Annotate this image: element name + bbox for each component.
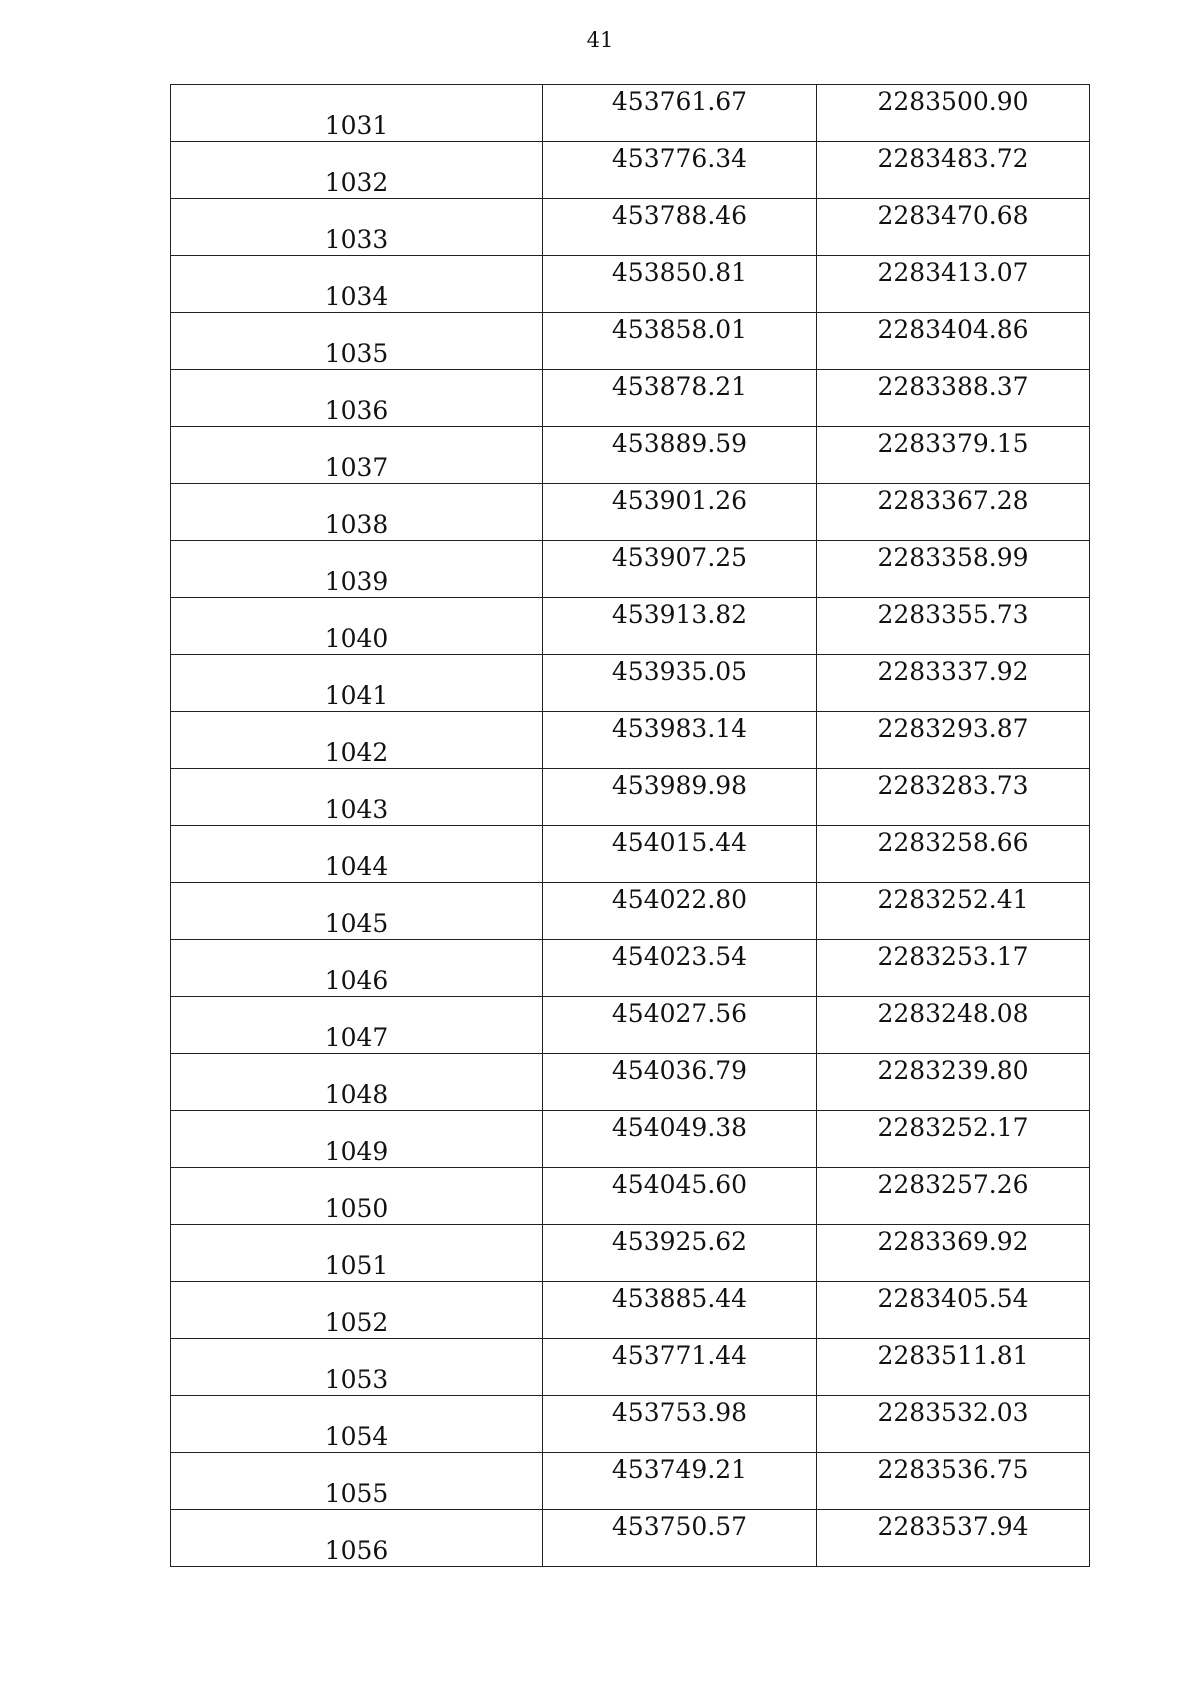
y-coordinate-cell-text: 2283358.99 (877, 543, 1029, 572)
x-coordinate-cell-text: 453907.25 (611, 543, 748, 572)
table-row (171, 313, 1090, 370)
point-number-cell (171, 256, 543, 313)
x-coordinate-cell (543, 940, 817, 997)
y-coordinate-cell-text: 2283248.08 (877, 999, 1029, 1028)
y-coordinate-cell (817, 1054, 1090, 1111)
point-number-cell (171, 1282, 543, 1339)
x-coordinate-cell-text: 454027.56 (611, 999, 748, 1028)
point-number-cell-text: 1056 (324, 1536, 389, 1565)
point-number-cell-text: 1044 (324, 852, 389, 881)
table-row (171, 484, 1090, 541)
x-coordinate-cell (543, 712, 817, 769)
table-row (171, 1225, 1090, 1282)
y-coordinate-cell (817, 1111, 1090, 1168)
x-coordinate-cell (543, 370, 817, 427)
x-coordinate-cell-text: 454023.54 (611, 942, 748, 971)
point-number-cell (171, 541, 543, 598)
x-coordinate-cell-text: 453989.98 (611, 771, 748, 800)
point-number-cell (171, 940, 543, 997)
point-number-cell-text: 1054 (324, 1422, 389, 1451)
y-coordinate-cell (817, 826, 1090, 883)
point-number-cell (171, 142, 543, 199)
point-number-cell-text: 1055 (324, 1479, 389, 1508)
y-coordinate-cell (817, 142, 1090, 199)
x-coordinate-cell-text: 454022.80 (611, 885, 748, 914)
x-coordinate-cell (543, 484, 817, 541)
table-row (171, 883, 1090, 940)
x-coordinate-cell (543, 1282, 817, 1339)
y-coordinate-cell-text: 2283367.28 (877, 486, 1029, 515)
point-number-cell-text: 1047 (324, 1023, 389, 1052)
point-number-cell-text: 1033 (324, 225, 389, 254)
y-coordinate-cell-text: 2283337.92 (877, 657, 1029, 686)
point-number-cell-text: 1043 (324, 795, 389, 824)
x-coordinate-cell-text: 454015.44 (611, 828, 748, 857)
y-coordinate-cell (817, 883, 1090, 940)
table-row (171, 598, 1090, 655)
y-coordinate-cell (817, 769, 1090, 826)
point-number-cell-text: 1039 (324, 567, 389, 596)
y-coordinate-cell (817, 484, 1090, 541)
table-row (171, 1282, 1090, 1339)
y-coordinate-cell-text: 2283253.17 (877, 942, 1029, 971)
y-coordinate-cell (817, 1510, 1090, 1567)
point-number-cell-text: 1035 (324, 339, 389, 368)
point-number-cell (171, 1111, 543, 1168)
x-coordinate-cell (543, 1510, 817, 1567)
x-coordinate-cell (543, 1453, 817, 1510)
y-coordinate-cell (817, 541, 1090, 598)
y-coordinate-cell (817, 199, 1090, 256)
x-coordinate-cell (543, 826, 817, 883)
y-coordinate-cell (817, 712, 1090, 769)
y-coordinate-cell-text: 2283470.68 (877, 201, 1029, 230)
x-coordinate-cell-text: 453935.05 (611, 657, 748, 686)
x-coordinate-cell (543, 1225, 817, 1282)
y-coordinate-cell (817, 85, 1090, 142)
coordinates-table-body (171, 85, 1090, 1567)
y-coordinate-cell (817, 427, 1090, 484)
y-coordinate-cell-text: 2283500.90 (877, 87, 1029, 116)
point-number-cell (171, 997, 543, 1054)
point-number-cell (171, 1396, 543, 1453)
y-coordinate-cell (817, 1225, 1090, 1282)
x-coordinate-cell (543, 1396, 817, 1453)
point-number-cell (171, 1168, 543, 1225)
x-coordinate-cell-text: 453761.67 (611, 87, 748, 116)
y-coordinate-cell-text: 2283532.03 (877, 1398, 1029, 1427)
point-number-cell-text: 1042 (324, 738, 389, 767)
x-coordinate-cell-text: 453749.21 (611, 1455, 748, 1484)
point-number-cell (171, 598, 543, 655)
table-row (171, 712, 1090, 769)
x-coordinate-cell-text: 453878.21 (611, 372, 748, 401)
table-row (171, 427, 1090, 484)
point-number-cell-text: 1053 (324, 1365, 389, 1394)
x-coordinate-cell (543, 256, 817, 313)
table-row (171, 85, 1090, 142)
table-row (171, 142, 1090, 199)
x-coordinate-cell-text: 453788.46 (611, 201, 748, 230)
x-coordinate-cell-text: 453889.59 (611, 429, 748, 458)
y-coordinate-cell-text: 2283257.26 (877, 1170, 1029, 1199)
y-coordinate-cell (817, 313, 1090, 370)
x-coordinate-cell (543, 997, 817, 1054)
point-number-cell (171, 85, 543, 142)
x-coordinate-cell-text: 453901.26 (611, 486, 748, 515)
y-coordinate-cell-text: 2283258.66 (877, 828, 1029, 857)
point-number-cell-text: 1052 (324, 1308, 389, 1337)
x-coordinate-cell (543, 313, 817, 370)
point-number-cell (171, 826, 543, 883)
point-number-cell-text: 1045 (324, 909, 389, 938)
x-coordinate-cell-text: 453771.44 (611, 1341, 748, 1370)
x-coordinate-cell (543, 883, 817, 940)
table-row (171, 199, 1090, 256)
y-coordinate-cell-text: 2283536.75 (877, 1455, 1029, 1484)
y-coordinate-cell (817, 1168, 1090, 1225)
y-coordinate-cell-text: 2283283.73 (877, 771, 1029, 800)
x-coordinate-cell-text: 453983.14 (611, 714, 748, 743)
point-number-cell-text: 1040 (324, 624, 389, 653)
y-coordinate-cell-text: 2283483.72 (877, 144, 1029, 173)
point-number-cell-text: 1051 (324, 1251, 389, 1280)
point-number-cell-text: 1041 (324, 681, 389, 710)
y-coordinate-cell (817, 1339, 1090, 1396)
y-coordinate-cell-text: 2283355.73 (877, 600, 1029, 629)
y-coordinate-cell-text: 2283537.94 (877, 1512, 1029, 1541)
y-coordinate-cell-text: 2283379.15 (877, 429, 1029, 458)
table-row (171, 1054, 1090, 1111)
x-coordinate-cell-text: 454049.38 (611, 1113, 748, 1142)
y-coordinate-cell-text: 2283413.07 (877, 258, 1029, 287)
y-coordinate-cell (817, 1282, 1090, 1339)
x-coordinate-cell-text: 454045.60 (611, 1170, 748, 1199)
y-coordinate-cell-text: 2283252.17 (877, 1113, 1029, 1142)
table-row (171, 769, 1090, 826)
table-row (171, 940, 1090, 997)
table-row (171, 1339, 1090, 1396)
x-coordinate-cell-text: 453885.44 (611, 1284, 748, 1313)
y-coordinate-cell-text: 2283369.92 (877, 1227, 1029, 1256)
x-coordinate-cell (543, 655, 817, 712)
y-coordinate-cell-text: 2283239.80 (877, 1056, 1029, 1085)
y-coordinate-cell-text: 2283252.41 (877, 885, 1029, 914)
x-coordinate-cell (543, 427, 817, 484)
point-number-cell-text: 1038 (324, 510, 389, 539)
page-number: 41 (586, 28, 614, 52)
y-coordinate-cell-text: 2283404.86 (877, 315, 1029, 344)
point-number-cell (171, 883, 543, 940)
x-coordinate-cell-text: 453850.81 (611, 258, 748, 287)
point-number-cell (171, 313, 543, 370)
point-number-cell-text: 1049 (324, 1137, 389, 1166)
y-coordinate-cell-text: 2283293.87 (877, 714, 1029, 743)
x-coordinate-cell (543, 199, 817, 256)
table-row (171, 997, 1090, 1054)
point-number-cell (171, 769, 543, 826)
table-row (171, 1510, 1090, 1567)
point-number-cell (171, 484, 543, 541)
x-coordinate-cell (543, 769, 817, 826)
point-number-cell-text: 1034 (324, 282, 389, 311)
y-coordinate-cell (817, 370, 1090, 427)
x-coordinate-cell-text: 453925.62 (611, 1227, 748, 1256)
y-coordinate-cell (817, 1453, 1090, 1510)
x-coordinate-cell (543, 598, 817, 655)
coordinates-table (170, 84, 1090, 1567)
x-coordinate-cell-text: 453858.01 (611, 315, 748, 344)
y-coordinate-cell-text: 2283405.54 (877, 1284, 1029, 1313)
x-coordinate-cell (543, 1168, 817, 1225)
y-coordinate-cell (817, 997, 1090, 1054)
table-row (171, 1111, 1090, 1168)
point-number-cell (171, 1225, 543, 1282)
x-coordinate-cell-text: 453776.34 (611, 144, 748, 173)
x-coordinate-cell (543, 1339, 817, 1396)
point-number-cell (171, 427, 543, 484)
point-number-cell (171, 1510, 543, 1567)
x-coordinate-cell (543, 85, 817, 142)
point-number-cell (171, 199, 543, 256)
y-coordinate-cell (817, 655, 1090, 712)
point-number-cell (171, 1453, 543, 1510)
table-row (171, 655, 1090, 712)
point-number-cell (171, 1339, 543, 1396)
point-number-cell-text: 1036 (324, 396, 389, 425)
point-number-cell (171, 712, 543, 769)
point-number-cell-text: 1050 (324, 1194, 389, 1223)
point-number-cell-text: 1037 (324, 453, 389, 482)
x-coordinate-cell-text: 454036.79 (611, 1056, 748, 1085)
y-coordinate-cell-text: 2283388.37 (877, 372, 1029, 401)
x-coordinate-cell (543, 142, 817, 199)
y-coordinate-cell-text: 2283511.81 (877, 1341, 1029, 1370)
point-number-cell-text: 1046 (324, 966, 389, 995)
x-coordinate-cell (543, 541, 817, 598)
point-number-cell (171, 655, 543, 712)
point-number-cell-text: 1031 (324, 111, 389, 140)
point-number-cell-text: 1048 (324, 1080, 389, 1109)
x-coordinate-cell (543, 1054, 817, 1111)
y-coordinate-cell (817, 1396, 1090, 1453)
point-number-cell-text: 1032 (324, 168, 389, 197)
x-coordinate-cell-text: 453750.57 (611, 1512, 748, 1541)
table-row (171, 256, 1090, 313)
y-coordinate-cell (817, 256, 1090, 313)
point-number-cell (171, 1054, 543, 1111)
x-coordinate-cell-text: 453913.82 (611, 600, 748, 629)
table-row (171, 1396, 1090, 1453)
table-row (171, 370, 1090, 427)
point-number-cell (171, 370, 543, 427)
table-row (171, 826, 1090, 883)
table-row (171, 1453, 1090, 1510)
y-coordinate-cell (817, 598, 1090, 655)
table-row (171, 1168, 1090, 1225)
x-coordinate-cell (543, 1111, 817, 1168)
y-coordinate-cell (817, 940, 1090, 997)
x-coordinate-cell-text: 453753.98 (611, 1398, 748, 1427)
table-row (171, 541, 1090, 598)
